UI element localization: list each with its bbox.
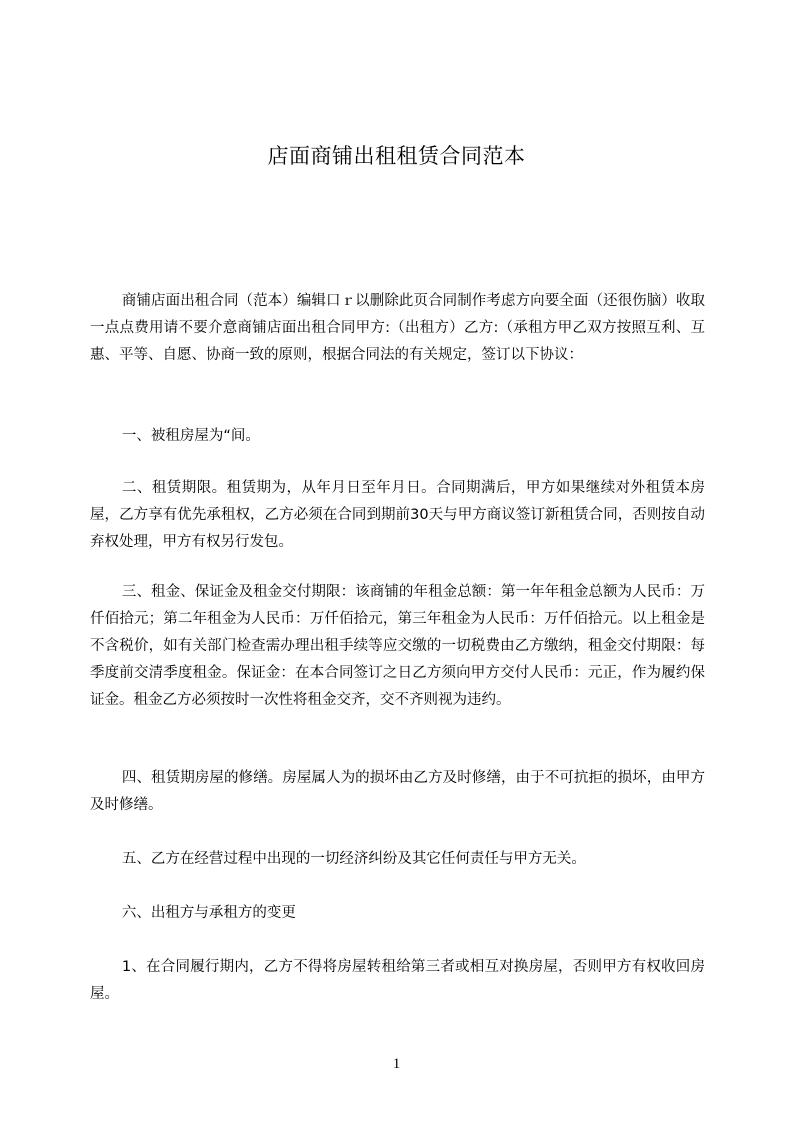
clause-5-paragraph: 五、乙方在经营过程中出现的一切经济纠纷及其它任何责任与甲方无关。 xyxy=(121,851,586,867)
document-title: 店面商铺出租租赁合同范本 xyxy=(267,144,526,168)
clause-2-paragraph: 二、租赁期限。租赁期为，从年月日至年月日。合同期满后，甲方如果继续对外租赁本房屋，乙方享有优先承租权，乙方必须在合同到期前30天与甲方商议签订新租赁合同，否则按自动弃权处理，甲方有权另行发包。 xyxy=(90,480,705,550)
clause-6-item-1-paragraph: 1、在合同履行期内，乙方不得将房屋转租给第三者或相互对换房屋，否则甲方有权收回房屋。 xyxy=(90,959,705,1002)
intro-paragraph: 商铺店面出租合同（范本）编辑口ｒ以删除此页合同制作考虑方向要全面（还很伤脑）收取一点点费用请不要介意商铺店面出租合同甲方:（出租方）乙方:（承租方甲乙双方按照互利、互惠、平等、自愿、协商一致的原则，根据合同法的有关规定，签订以下协议： xyxy=(90,293,705,363)
clause-4-paragraph: 四、租赁期房屋的修缮。房屋属人为的损坏由乙方及时修缮，由于不可抗拒的损坏，由甲方及时修缮。 xyxy=(90,770,705,813)
clause-6-heading: 六、出租方与承租方的变更 xyxy=(121,905,296,921)
clause-1-paragraph: 一、被租房屋为“间。 xyxy=(121,428,260,444)
page-number: 1 xyxy=(392,1056,401,1072)
clause-3-paragraph: 三、租金、保证金及租金交付期限：该商铺的年租金总额：第一年年租金总额为人民币：万仟佰拾元；第二年租金为人民币：万仟佰拾元，第三年租金为人民币：万仟佰拾元。以上租金是不含税价，如有关部门检查需办理出租手续等应交缴的一切税费由乙方缴纳，租金交付期限：每季度前交清季度租金。保证金：在本合同签订之日乙方须向甲方交付人民币：元正，作为履约保证金。租金乙方必须按时一次性将租金交齐，交不齐则视为违约。 xyxy=(90,584,705,708)
